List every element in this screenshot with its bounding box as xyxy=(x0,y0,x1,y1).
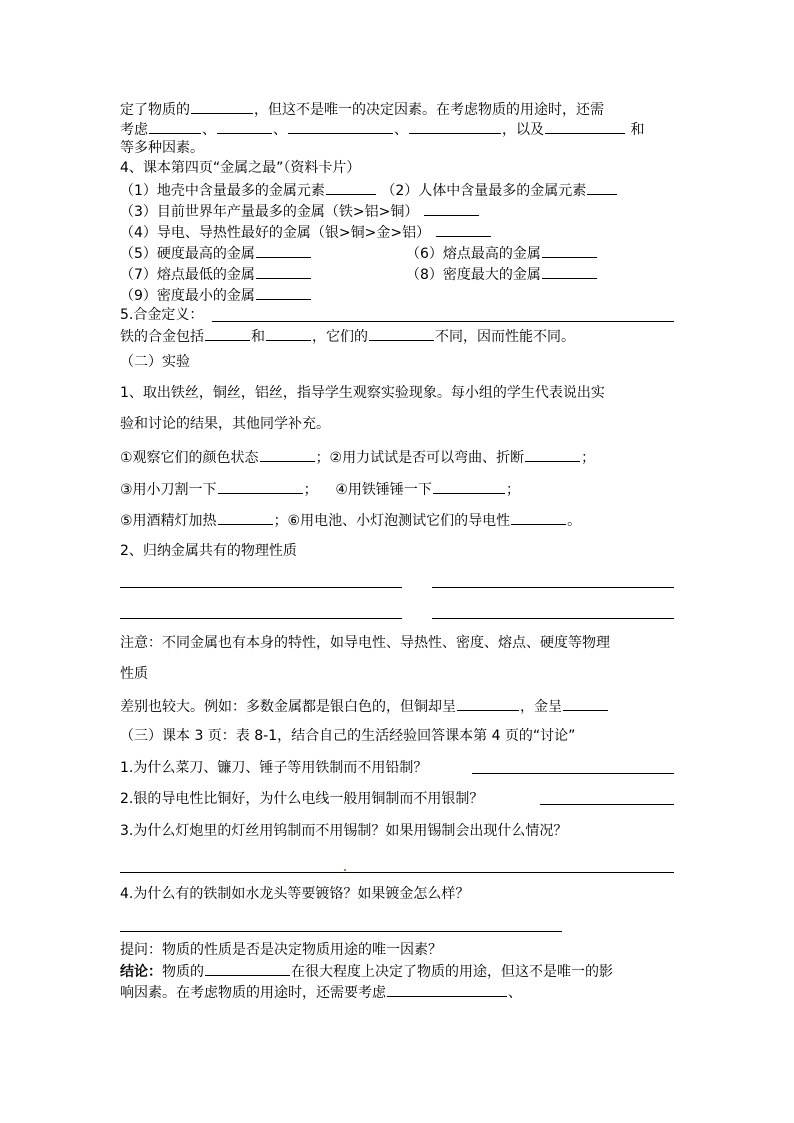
blank-line[interactable] xyxy=(205,327,250,341)
text-line: 1、取出铁丝，铜丝，铝丝，指导学生观察实验现象。每小组的学生代表说出实 xyxy=(120,385,605,401)
text-line: 等多种因素。 xyxy=(120,140,204,156)
text-line: （5）硬度最高的金属 xyxy=(120,244,680,262)
text-line: 提问：物质的性质是否是决定物质用途的唯一因素？ xyxy=(120,942,442,958)
blank-line[interactable] xyxy=(369,327,434,341)
blank-line[interactable] xyxy=(218,511,273,525)
blank-line[interactable] xyxy=(256,265,311,279)
question-line: 1.为什么菜刀、镰刀、锤子等用铁制而不用铅制？ xyxy=(120,760,428,776)
text-line: 性质 xyxy=(120,666,148,682)
answer-line[interactable] xyxy=(120,618,402,619)
text-line: （4）导电、导热性最好的金属（银>铜>金>铝） xyxy=(120,223,680,241)
text-line: 验和讨论的结果，其他同学补充。 xyxy=(120,416,330,432)
blank-line[interactable] xyxy=(433,480,505,494)
text-line: 差别也较大。例如：多数金属都是银白色的，但铜却呈 ，金呈 xyxy=(120,697,680,715)
section-heading: （二）实验 xyxy=(120,354,190,370)
blank-line[interactable] xyxy=(409,120,501,134)
blank-line[interactable] xyxy=(260,448,315,462)
blank-line[interactable] xyxy=(217,120,272,134)
text-line: ③用小刀割一下 ； ④用铁锤锤一下 ； xyxy=(120,482,520,498)
blank-line[interactable] xyxy=(326,181,376,195)
text-line: ①观察它们的颜色状态 ；②用力试试是否可以弯曲、折断 ； xyxy=(120,450,596,466)
blank-line[interactable] xyxy=(212,321,674,322)
answer-line[interactable] xyxy=(120,587,402,588)
text-line: （7）熔点最低的金属 xyxy=(120,265,680,283)
blank-line[interactable] xyxy=(587,181,617,195)
question-line: 3.为什么灯炮里的灯丝用钨制而不用锡制？如果用锡制会出现什么情况？ xyxy=(120,823,568,839)
blank-line[interactable] xyxy=(288,120,393,134)
answer-line[interactable] xyxy=(120,872,674,873)
conclusion-line: 响因素。在考虑物质的用途时，还需要考虑 、 xyxy=(120,985,522,1001)
blank-line[interactable] xyxy=(256,286,311,300)
blank-line[interactable] xyxy=(256,244,311,258)
answer-line[interactable] xyxy=(120,931,562,932)
blank-line[interactable] xyxy=(149,120,201,134)
text-line: ⑤用酒精灯加热 ；⑥用电池、小灯泡测试它们的导电性 。 xyxy=(120,513,582,529)
section-heading: （三）课本 3 页：表 8-1，结合自己的生活经验回答课本第 4 页的“讨论” xyxy=(120,728,576,744)
blank-line[interactable] xyxy=(424,202,479,216)
text-line: 定了物质的 ，但这不是唯一的决定因素。在考虑物质的用途时，还需 xyxy=(120,102,604,118)
blank-line[interactable] xyxy=(525,448,580,462)
blank-line[interactable] xyxy=(457,697,519,711)
answer-line[interactable] xyxy=(540,804,674,805)
text-line: 注意：不同金属也有本身的特性，如导电性、导热性、密度、熔点、硬度等物理 xyxy=(120,635,610,651)
answer-line[interactable] xyxy=(432,587,674,588)
text-line: （3）目前世界年产量最多的金属（铁>铝>铜） xyxy=(120,202,680,220)
text-line: （6）熔点最高的金属 xyxy=(406,244,666,262)
stray-dot xyxy=(344,869,346,871)
question-line: 2.银的导电性比铜好，为什么电线一般用铜制而不用银制？ xyxy=(120,791,484,807)
blank-line[interactable] xyxy=(191,100,253,114)
section-heading: 4、课本第四页“金属之最”（资料卡片） xyxy=(120,160,361,176)
answer-line[interactable] xyxy=(472,773,674,774)
blank-line[interactable] xyxy=(542,244,597,258)
text-line: （9）密度最小的金属 xyxy=(120,286,680,304)
blank-line[interactable] xyxy=(205,962,290,976)
blank-line[interactable] xyxy=(563,697,608,711)
blank-line[interactable] xyxy=(218,480,303,494)
text-line: 2、归纳金属共有的物理性质 xyxy=(120,543,297,559)
blank-line[interactable] xyxy=(545,120,625,134)
blank-line[interactable] xyxy=(511,511,566,525)
blank-line[interactable] xyxy=(436,223,491,237)
text-line: （1）地壳中含量最多的金属元素 （2）人体中含量最多的金属元素 xyxy=(120,181,680,199)
text-line: 铁的合金包括 和 ，它们的 不同，因而性能不同。 xyxy=(120,329,575,345)
text-line: （8）密度最大的金属 xyxy=(406,265,666,283)
conclusion-line: 结论：物质的 在很大程度上决定了物质的用途，但这不是唯一的影 xyxy=(120,964,613,980)
blank-line[interactable] xyxy=(542,265,597,279)
blank-line[interactable] xyxy=(387,983,507,997)
text-line: 5.合金定义： xyxy=(120,307,204,323)
question-line: 4.为什么有的铁制如水龙头等要镀铬？如果镀金怎么样？ xyxy=(120,886,470,902)
text-line: 考虑 、 、 、 ，以及 和 xyxy=(120,122,645,138)
blank-line[interactable] xyxy=(266,327,311,341)
answer-line[interactable] xyxy=(432,618,674,619)
